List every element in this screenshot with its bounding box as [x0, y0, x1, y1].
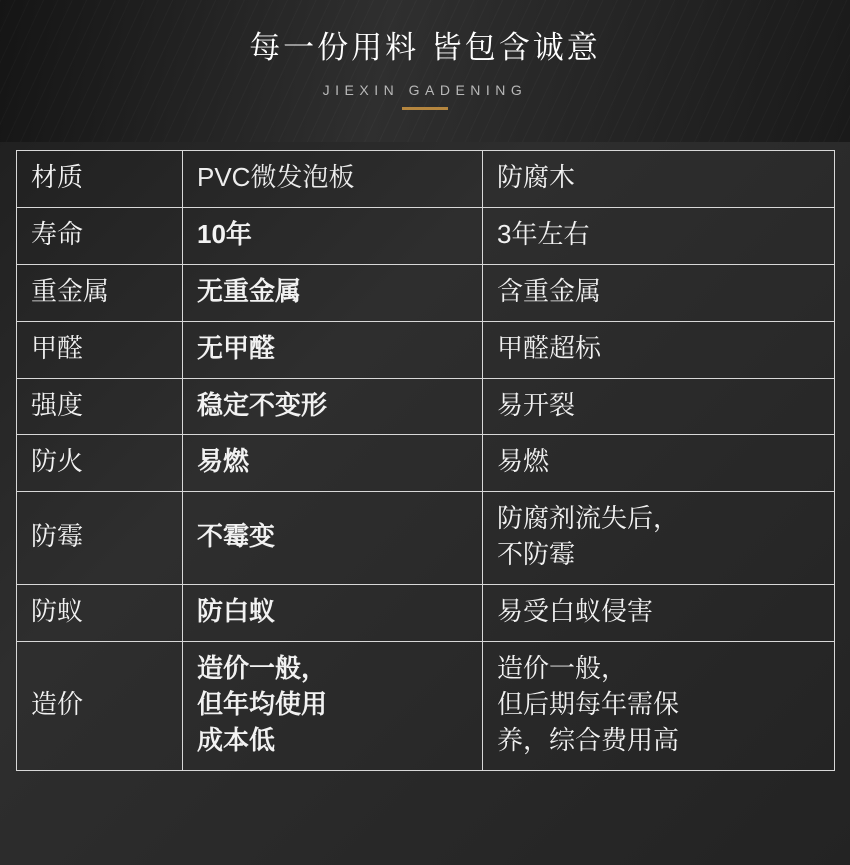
cell-line: 含重金属	[497, 275, 602, 306]
cell-line: 防腐剂流失后，	[497, 503, 680, 534]
cell-line: 3年左右	[497, 218, 590, 249]
cell-line: 易开裂	[497, 389, 576, 420]
pvc-cell	[183, 151, 483, 208]
cell-line: 造价一般，	[197, 652, 328, 683]
wood-cell	[483, 207, 835, 264]
cell-line: 不霉变	[197, 521, 276, 552]
table-row	[17, 207, 835, 264]
pvc-cell	[183, 378, 483, 435]
wood-cell	[483, 585, 835, 642]
row-label: 寿命	[17, 207, 183, 264]
cell-line: 不防霉	[497, 539, 576, 570]
wood-cell	[483, 378, 835, 435]
wood-cell	[483, 151, 835, 208]
comparison-table-wrapper	[16, 150, 834, 771]
cell-line: 防腐木	[497, 162, 576, 192]
pvc-cell	[183, 321, 483, 378]
table-row	[17, 151, 835, 208]
table-row	[17, 264, 835, 321]
table-row	[17, 492, 835, 585]
cell-line: 无甲醛	[197, 332, 276, 363]
cell-line: 甲醛超标	[497, 332, 602, 363]
cell-line: 易燃	[197, 446, 250, 477]
wood-cell	[483, 641, 835, 770]
table-body	[17, 151, 835, 771]
cell-line: 易受白蚁侵害	[497, 596, 654, 626]
pvc-cell	[183, 207, 483, 264]
table-row	[17, 641, 835, 770]
wood-cell	[483, 435, 835, 492]
comparison-table	[16, 150, 835, 771]
row-label: 造价	[17, 641, 183, 770]
wood-cell	[483, 321, 835, 378]
row-label: 防火	[17, 435, 183, 492]
row-label: 重金属	[17, 264, 183, 321]
pvc-cell	[183, 641, 483, 770]
cell-line: 稳定不变形	[197, 389, 328, 420]
table-row	[17, 585, 835, 642]
row-label: 防霉	[17, 492, 183, 585]
cell-line: 防白蚁	[197, 596, 276, 626]
cell-line: 但年均使用	[197, 688, 328, 719]
wood-cell	[483, 264, 835, 321]
row-label: 甲醛	[17, 321, 183, 378]
cell-line: 易燃	[497, 446, 550, 477]
cell-line: 成本低	[197, 724, 276, 755]
page-subtitle: JIEXIN GADENING	[322, 82, 528, 98]
title-divider	[402, 107, 448, 110]
poster-header	[0, 0, 850, 142]
row-label: 防蚁	[17, 585, 183, 642]
cell-line: 无重金属	[197, 275, 302, 306]
pvc-cell	[183, 492, 483, 585]
cell-line: PVC微发泡板	[197, 162, 355, 192]
table-row	[17, 378, 835, 435]
table-row	[17, 435, 835, 492]
page-title: 每一份用料 皆包含诚意	[249, 30, 601, 65]
pvc-cell	[183, 585, 483, 642]
pvc-cell	[183, 264, 483, 321]
row-label: 材质	[17, 151, 183, 208]
cell-line: 养，综合费用高	[497, 724, 680, 755]
cell-line: 造价一般，	[497, 652, 628, 683]
cell-line: 但后期每年需保	[497, 688, 680, 719]
pvc-cell	[183, 435, 483, 492]
cell-line: 10年	[197, 218, 252, 249]
row-label: 强度	[17, 378, 183, 435]
wood-cell	[483, 492, 835, 585]
table-row	[17, 321, 835, 378]
